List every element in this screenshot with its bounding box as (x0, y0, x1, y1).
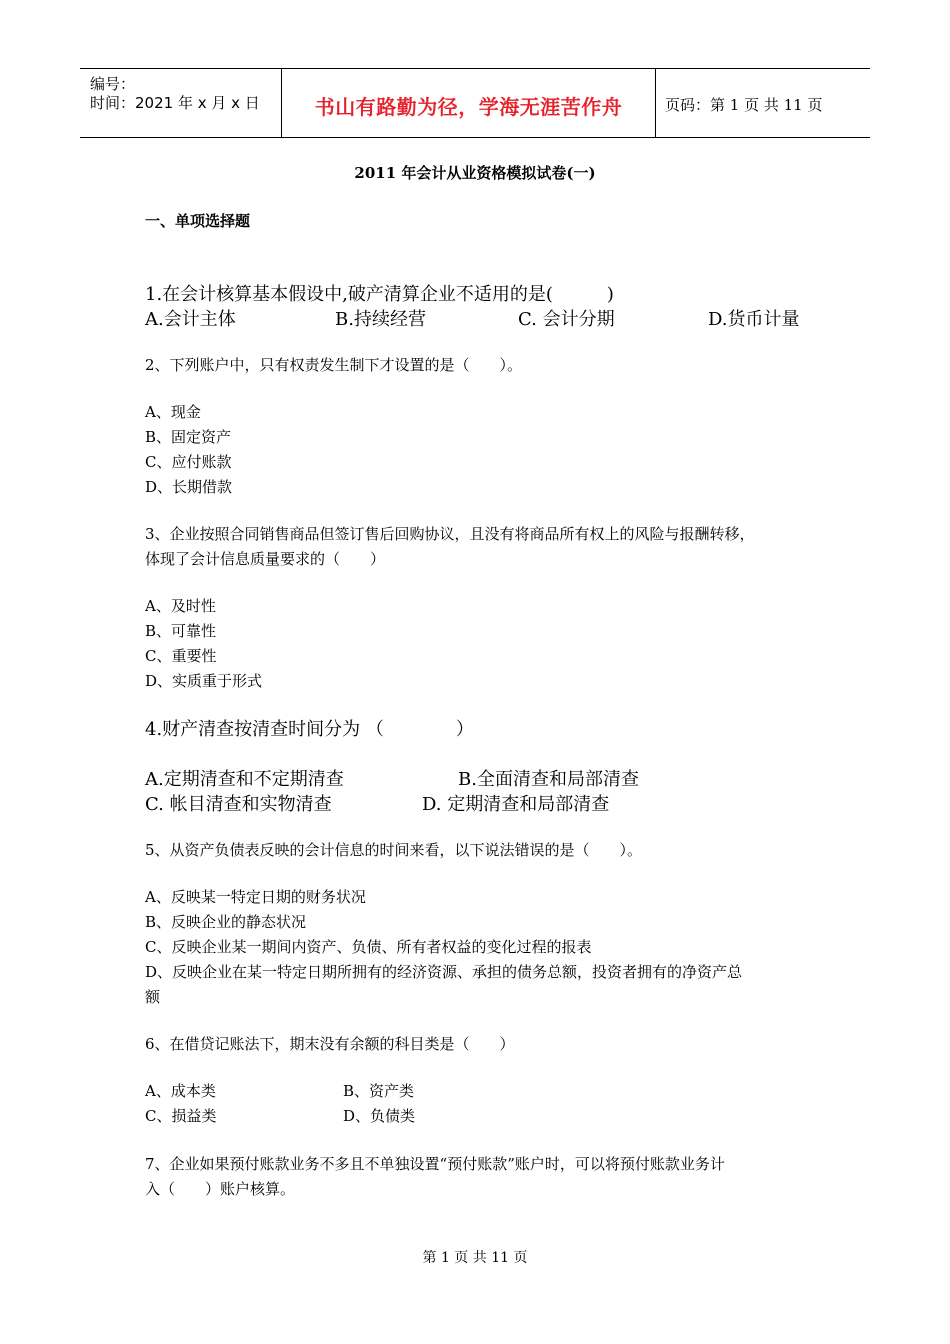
section-heading: 一、单项选择题 (145, 212, 251, 230)
question-6-stem: 6、在借贷记账法下，期末没有余额的科目类是（ ） (145, 1035, 515, 1053)
question-3-option-b: B、可靠性 (145, 622, 217, 640)
document-date-label: 时间：2021 年 x 月 x 日 (90, 94, 260, 112)
question-5-option-d: D、反映企业在某一特定日期所拥有的经济资源、承担的债务总额，投资者拥有的净资产总 (145, 963, 743, 981)
question-1-option-d: D.货币计量 (708, 309, 800, 330)
question-6-option-a: A、成本类 (145, 1082, 216, 1100)
question-4-option-c: C. 帐目清查和实物清查 (145, 794, 332, 815)
question-5-option-a: A、反映某一特定日期的财务状况 (145, 888, 366, 906)
question-3-option-d: D、实质重于形式 (145, 672, 263, 690)
question-7-stem-line-2: 入（ ）账户核算。 (145, 1180, 296, 1198)
question-6-option-d: D、负债类 (343, 1107, 416, 1125)
question-1-option-c: C. 会计分期 (518, 309, 615, 330)
document-title: 2011 年会计从业资格模拟试卷(一) (354, 164, 596, 182)
header-motto-cell (281, 69, 656, 137)
question-2-stem: 2、下列账户中，只有权责发生制下才设置的是（ ）。 (145, 356, 523, 374)
header-motto: 书山有路勤为径，学海无涯苦作舟 (314, 95, 623, 119)
question-4-stem: 4.财产清查按清查时间分为 （ ） (145, 719, 474, 740)
question-1-option-a: A.会计主体 (145, 309, 236, 330)
question-5-stem: 5、从资产负债表反映的会计信息的时间来看，以下说法错误的是（ ）。 (145, 841, 643, 859)
question-5-option-b: B、反映企业的静态状况 (145, 913, 307, 931)
question-2-option-c: C、应付账款 (145, 453, 232, 471)
question-3-option-c: C、重要性 (145, 647, 217, 665)
header-page-info: 页码：第 1 页 共 11 页 (665, 96, 823, 114)
question-5-option-c: C、反映企业某一期间内资产、负债、所有者权益的变化过程的报表 (145, 938, 592, 956)
question-6-option-c: C、损益类 (145, 1107, 217, 1125)
question-6-option-b: B、资产类 (343, 1082, 415, 1100)
question-4-option-a: A.定期清查和不定期清查 (145, 769, 344, 790)
header-meta-cell (80, 69, 281, 137)
document-header-table (80, 68, 870, 138)
header-page-cell (655, 69, 870, 137)
question-1-option-b: B.持续经营 (335, 309, 426, 330)
question-5-option-d-continued: 额 (145, 988, 161, 1006)
question-3-stem-line-2: 体现了会计信息质量要求的（ ） (145, 550, 386, 568)
question-2-option-a: A、现金 (145, 403, 201, 421)
question-4-option-d: D. 定期清查和局部清查 (422, 794, 610, 815)
question-1-stem: 1.在会计核算基本假设中,破产清算企业不适用的是( ) (145, 284, 614, 305)
question-7-stem-line-1: 7、企业如果预付账款业务不多且不单独设置“预付账款”账户时，可以将预付账款业务计 (145, 1155, 725, 1173)
document-number-label: 编号： (90, 75, 136, 93)
question-3-stem-line-1: 3、企业按照合同销售商品但签订售后回购协议，且没有将商品所有权上的风险与报酬转移， (145, 525, 755, 543)
question-4-option-b: B.全面清查和局部清查 (458, 769, 639, 790)
page-footer: 第 1 页 共 11 页 (422, 1250, 528, 1266)
question-3-option-a: A、及时性 (145, 597, 216, 615)
question-2-option-d: D、长期借款 (145, 478, 233, 496)
question-2-option-b: B、固定资产 (145, 428, 232, 446)
